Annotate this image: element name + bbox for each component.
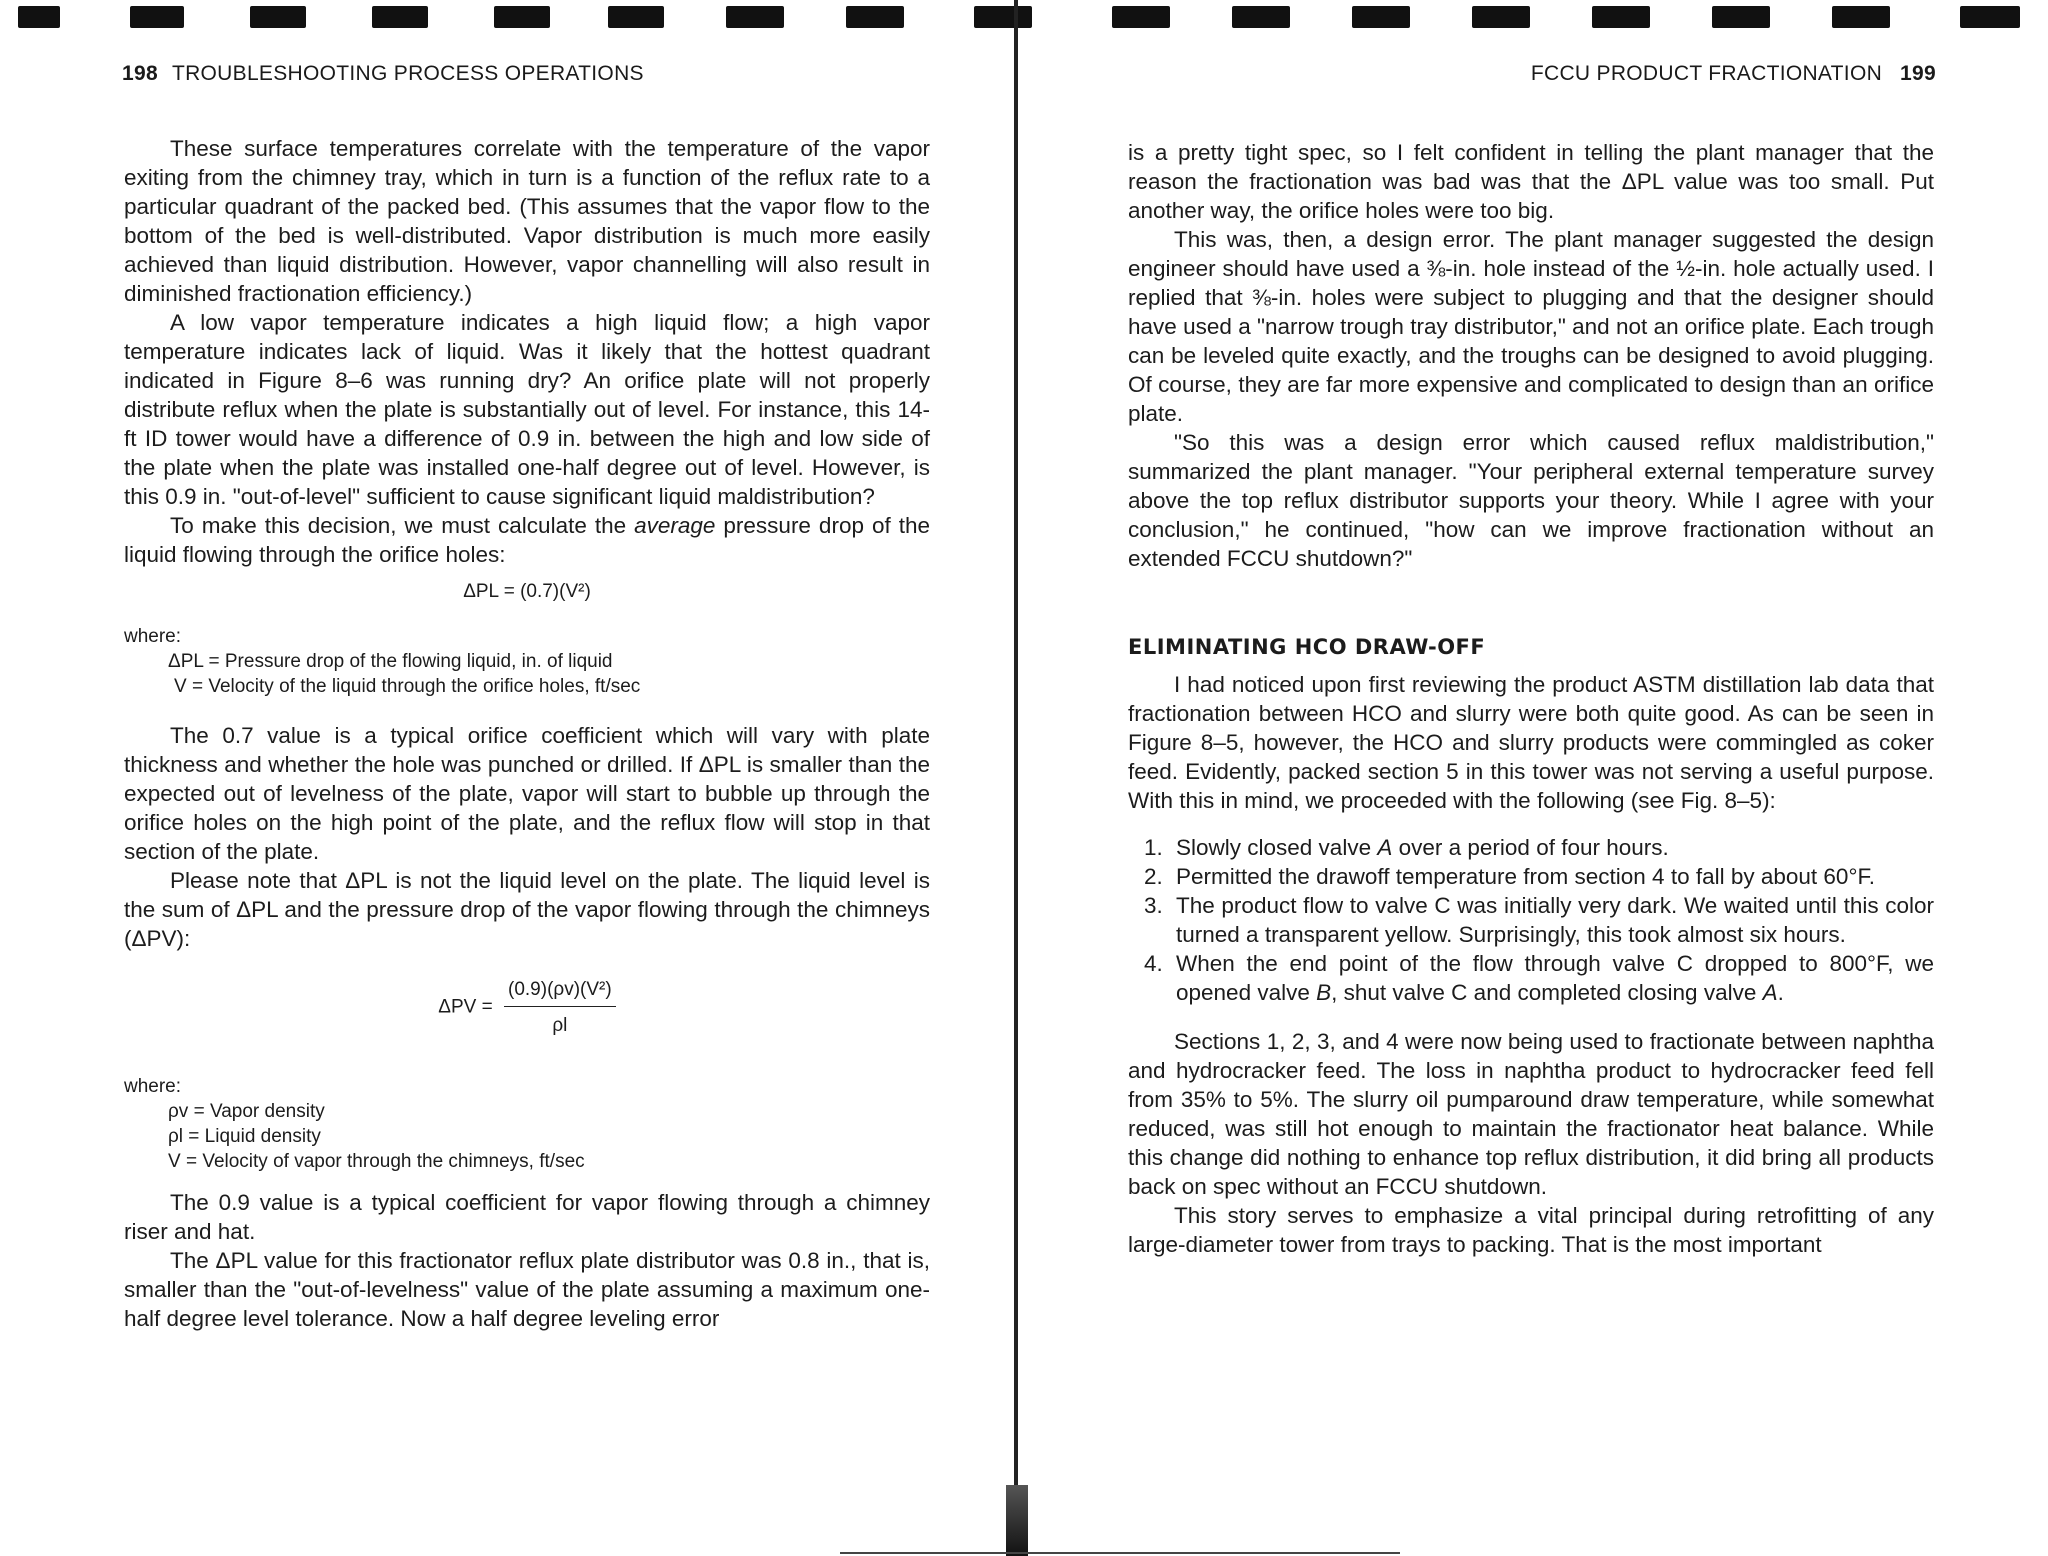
paragraph: is a pretty tight spec, so I felt confident in telling the plant manager that the reason the fractionation was bad was that the ΔPL value was too small. Put another way, the orifice holes were too big. xyxy=(1128,140,1934,223)
where-block xyxy=(124,1074,930,1174)
denominator: ρl xyxy=(552,1015,568,1036)
right-page-body xyxy=(1128,138,1934,1259)
equation-dpv xyxy=(124,975,930,1040)
paragraph: This was, then, a design error. The plant manager suggested the design engineer should have used a ⅜-in. hole instead of the ½-in. hole actually used. I replied that ⅜-in. holes were subject to plugging and that the designer should have used a "narrow trough tray distributor," and not an orifice plate. Each trough can be leveled quite exactly, and the troughs can be designed to avoid plugging. Of course, they are far more expensive and complicated to design than an orifice plate. xyxy=(1128,227,1934,426)
where-block xyxy=(124,624,930,699)
book-gutter xyxy=(1014,0,1018,1556)
list-item: 4. When the end point of the flow through valve C dropped to 800°F, we opened valve B, shut valve C and completed closing valve A. xyxy=(1144,951,1934,1005)
paragraph: These surface temperatures correlate with the temperature of the vapor exiting from the chimney tray, which in turn is a function of the reflux rate to a particular quadrant of the packed bed. (This assumes that the vapor flow to the bottom of the bed is well-distributed. Vapor distribution is much more easily achieved than liquid distribution. However, vapor channelling will also result in diminished fractionation efficiency.) xyxy=(124,136,930,306)
left-running-head xyxy=(122,62,644,86)
paragraph: A low vapor temperature indicates a high liquid flow; a high vapor temperature indicates lack of liquid. Was it likely that the hottest quadrant indicated in Figure 8–6 was running dry? An orifice plate will not properly distribute reflux when the plate is substantially out of level. For instance, this 14-ft ID tower would have a difference of 0.9 in. between the high and low side of the plate when the plate was installed one-half degree out of level. However, is this 0.9 in. "out-of-level" sufficient to cause significant liquid maldistribution? xyxy=(124,310,930,509)
paragraph: The 0.7 value is a typical orifice coefficient which will vary with plate thickness and whether the hole was punched or drilled. If ΔPL is smaller than the expected out of levelness of the plate, vapor will start to bubble up through the orifice holes on the high point of the plate, and the reflux flow will stop in that section of the plate. xyxy=(124,723,930,864)
page-number: 199 xyxy=(1900,62,1936,85)
running-head-title: FCCU PRODUCT FRACTIONATION xyxy=(1530,62,1883,85)
definition: V = Velocity of vapor through the chimneys, ft/sec xyxy=(168,1151,585,1172)
numerator: (0.9)(ρv)(V²) xyxy=(504,975,616,1007)
equation-dpl: ΔPL = (0.7)(V²) xyxy=(463,581,591,602)
right-running-head xyxy=(1531,62,1936,86)
list-item: 1. Slowly closed valve A over a period of four hours. xyxy=(1144,835,1669,860)
paragraph: The ΔPL value for this fractionator reflux plate distributor was 0.8 in., that is, smaller than the "out-of-levelness" value of the plate assuming a maximum one-half degree level tolerance. Now a half degree leveling error xyxy=(124,1248,930,1331)
definition: ΔPL = Pressure drop of the flowing liquid, in. of liquid xyxy=(168,651,613,672)
definition: ρv = Vapor density xyxy=(168,1101,325,1122)
right-page xyxy=(1020,0,2048,1556)
paragraph: I had noticed upon first reviewing the product ASTM distillation lab data that fractionation between HCO and slurry were both quite good. As can be seen in Figure 8–5, however, the HCO and slurry products were commingled as coker feed. Evidently, packed section 5 in this tower was not serving a useful purpose. With this in mind, we proceeded with the following (see Fig. 8–5): xyxy=(1128,672,1934,813)
paragraph: Please note that ΔPL is not the liquid level on the plate. The liquid level is the sum of ΔPL and the pressure drop of the vapor flowing through the chimneys (ΔPV): xyxy=(124,868,930,951)
list-item: 3. The product flow to valve C was initially very dark. We waited until this color turned a transparent yellow. Surprisingly, this took almost six hours. xyxy=(1144,893,1934,947)
where-label: where: xyxy=(124,1076,182,1097)
list-item: 2. Permitted the drawoff temperature from section 4 to fall by about 60°F. xyxy=(1144,864,1875,889)
where-label: where: xyxy=(124,626,182,647)
left-page xyxy=(0,0,1012,1556)
running-head-title: TROUBLESHOOTING PROCESS OPERATIONS xyxy=(171,62,644,85)
fraction xyxy=(504,975,616,1040)
paragraph: The 0.9 value is a typical coefficient for vapor flowing through a chimney riser and hat. xyxy=(124,1190,930,1244)
section-heading: ELIMINATING HCO DRAW-OFF xyxy=(1128,635,1486,659)
definition: ρl = Liquid density xyxy=(168,1126,321,1147)
definition: V = Velocity of the liquid through the orifice holes, ft/sec xyxy=(174,676,641,697)
paragraph: "So this was a design error which caused reflux maldistribution," summarized the plant manager. "Your peripheral external temperature survey above the top reflux distributor supports your theory. While I agree with your conclusion," he continued, "how can we improve fractionation without an extended FCCU shutdown?" xyxy=(1128,430,1934,571)
paragraph: To make this decision, we must calculate the average pressure drop of the liquid flowing through the orifice holes: xyxy=(124,513,930,567)
left-page-body xyxy=(124,134,930,1333)
equation-lhs: ΔPV = xyxy=(438,996,493,1018)
procedure-list xyxy=(1128,833,1934,1007)
page-number: 198 xyxy=(122,62,158,85)
paragraph: Sections 1, 2, 3, and 4 were now being used to fractionate between naphtha and hydrocracker feed. The loss in naphtha product to hydrocracker feed fell from 35% to 5%. The slurry oil pumparound draw temperature, while somewhat reduced, was still hot enough to maintain the fractionator heat balance. While this change did nothing to enhance top reflux distribution, it did bring all products back on spec without an FCCU shutdown. xyxy=(1128,1029,1934,1199)
paragraph: This story serves to emphasize a vital principal during retrofitting of any large-diameter tower from trays to packing. That is the most important xyxy=(1128,1203,1934,1257)
